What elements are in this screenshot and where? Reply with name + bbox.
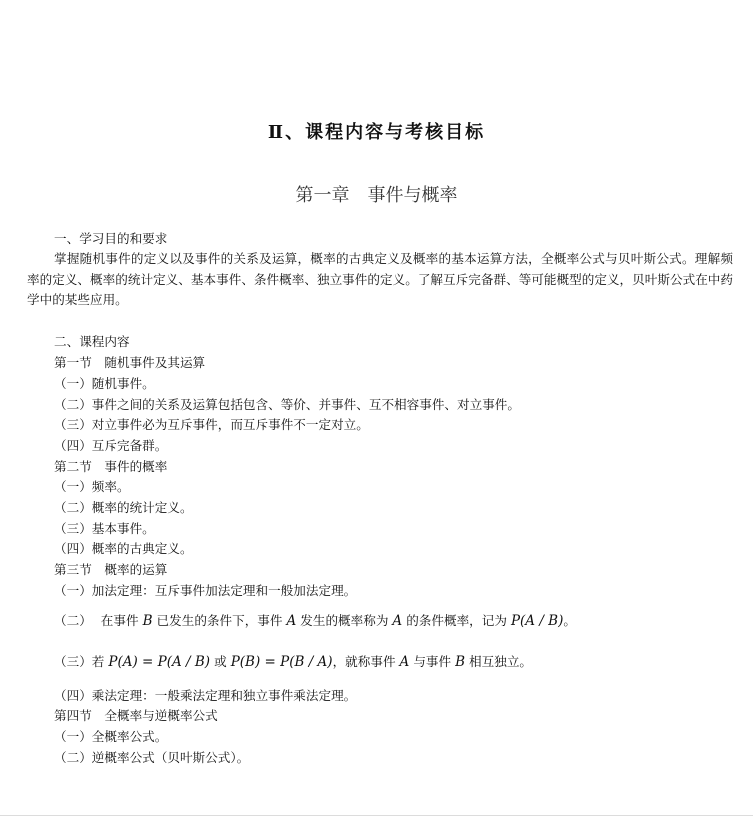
sec1-item: （二）事件之间的关系及运算包括包含、等价、并事件、互不相容事件、对立事件。 — [54, 397, 520, 412]
math-var-b: B — [142, 613, 153, 629]
math-var-a: A — [286, 613, 297, 629]
sec2-title: 第二节 事件的概率 — [54, 459, 168, 474]
item-prefix: （二） — [54, 613, 92, 628]
text-fragment: 与事件 — [413, 654, 452, 669]
sec1-item: （三）对立事件必为互斥事件，而互斥事件不一定对立。 — [54, 417, 369, 432]
formula-independence-b: P(B) = P(B / A) — [230, 654, 333, 670]
text-fragment: 的条件概率，记为 — [406, 613, 507, 628]
section-heading-content: 二、课程内容 — [54, 334, 130, 349]
section-heading-objectives: 一、学习目的和要求 — [54, 231, 168, 246]
text-fragment: 发生的概率称为 — [300, 613, 389, 628]
math-var-a: A — [392, 613, 403, 629]
sec3-title: 第三节 概率的运算 — [54, 562, 168, 577]
math-var-b: B — [455, 654, 466, 670]
text-fragment: ，就称事件 — [332, 654, 396, 669]
sec1-item: （四）互斥完备群。 — [54, 438, 168, 453]
objectives-paragraph: 掌握随机事件的定义以及事件的关系及运算，概率的古典定义及概率的基本运算方法，全概率公式与贝叶斯公式。理解频率的定义、概率的统计定义、基本事件、条件概率、独立事件的定义。了解互斥完备群、等可能概型的定义，贝叶斯公式在中药学中的某些应用。 — [27, 251, 733, 308]
formula-conditional-probability: P(A / B) — [510, 613, 564, 629]
text-fragment: 在事件 — [100, 613, 139, 628]
sec1-title: 第一节 随机事件及其运算 — [54, 355, 206, 370]
item-prefix: （三）若 — [54, 654, 105, 669]
text-fragment: 。 — [563, 613, 576, 628]
sec3-item: （四）乘法定理：一般乘法定理和独立事件乘法定理。 — [54, 688, 357, 703]
document-title: Ⅱ、课程内容与考核目标 — [267, 122, 486, 143]
text-fragment: 已发生的条件下，事件 — [156, 613, 283, 628]
sec4-item: （一）全概率公式。 — [54, 729, 168, 744]
sec1-item: （一）随机事件。 — [54, 376, 155, 391]
math-var-a: A — [399, 654, 410, 670]
formula-independence-a: P(A) = P(A / B) — [108, 654, 211, 670]
independence-line — [54, 652, 532, 673]
text-fragment: 相互独立。 — [469, 654, 533, 669]
sec4-title: 第四节 全概率与逆概率公式 — [54, 708, 218, 723]
sec2-item: （二）概率的统计定义。 — [54, 500, 193, 515]
conditional-probability-line — [54, 611, 576, 632]
text-fragment: 或 — [214, 654, 227, 669]
page-bottom-divider — [0, 815, 753, 816]
sec3-item: （一）加法定理：互斥事件加法定理和一般加法定理。 — [54, 583, 357, 598]
chapter-heading: 第一章 事件与概率 — [295, 185, 458, 206]
sec2-item: （一）频率。 — [54, 479, 130, 494]
sec2-item: （四）概率的古典定义。 — [54, 541, 193, 556]
sec2-item: （三）基本事件。 — [54, 521, 155, 536]
sec4-item: （二）逆概率公式（贝叶斯公式）。 — [54, 750, 250, 765]
